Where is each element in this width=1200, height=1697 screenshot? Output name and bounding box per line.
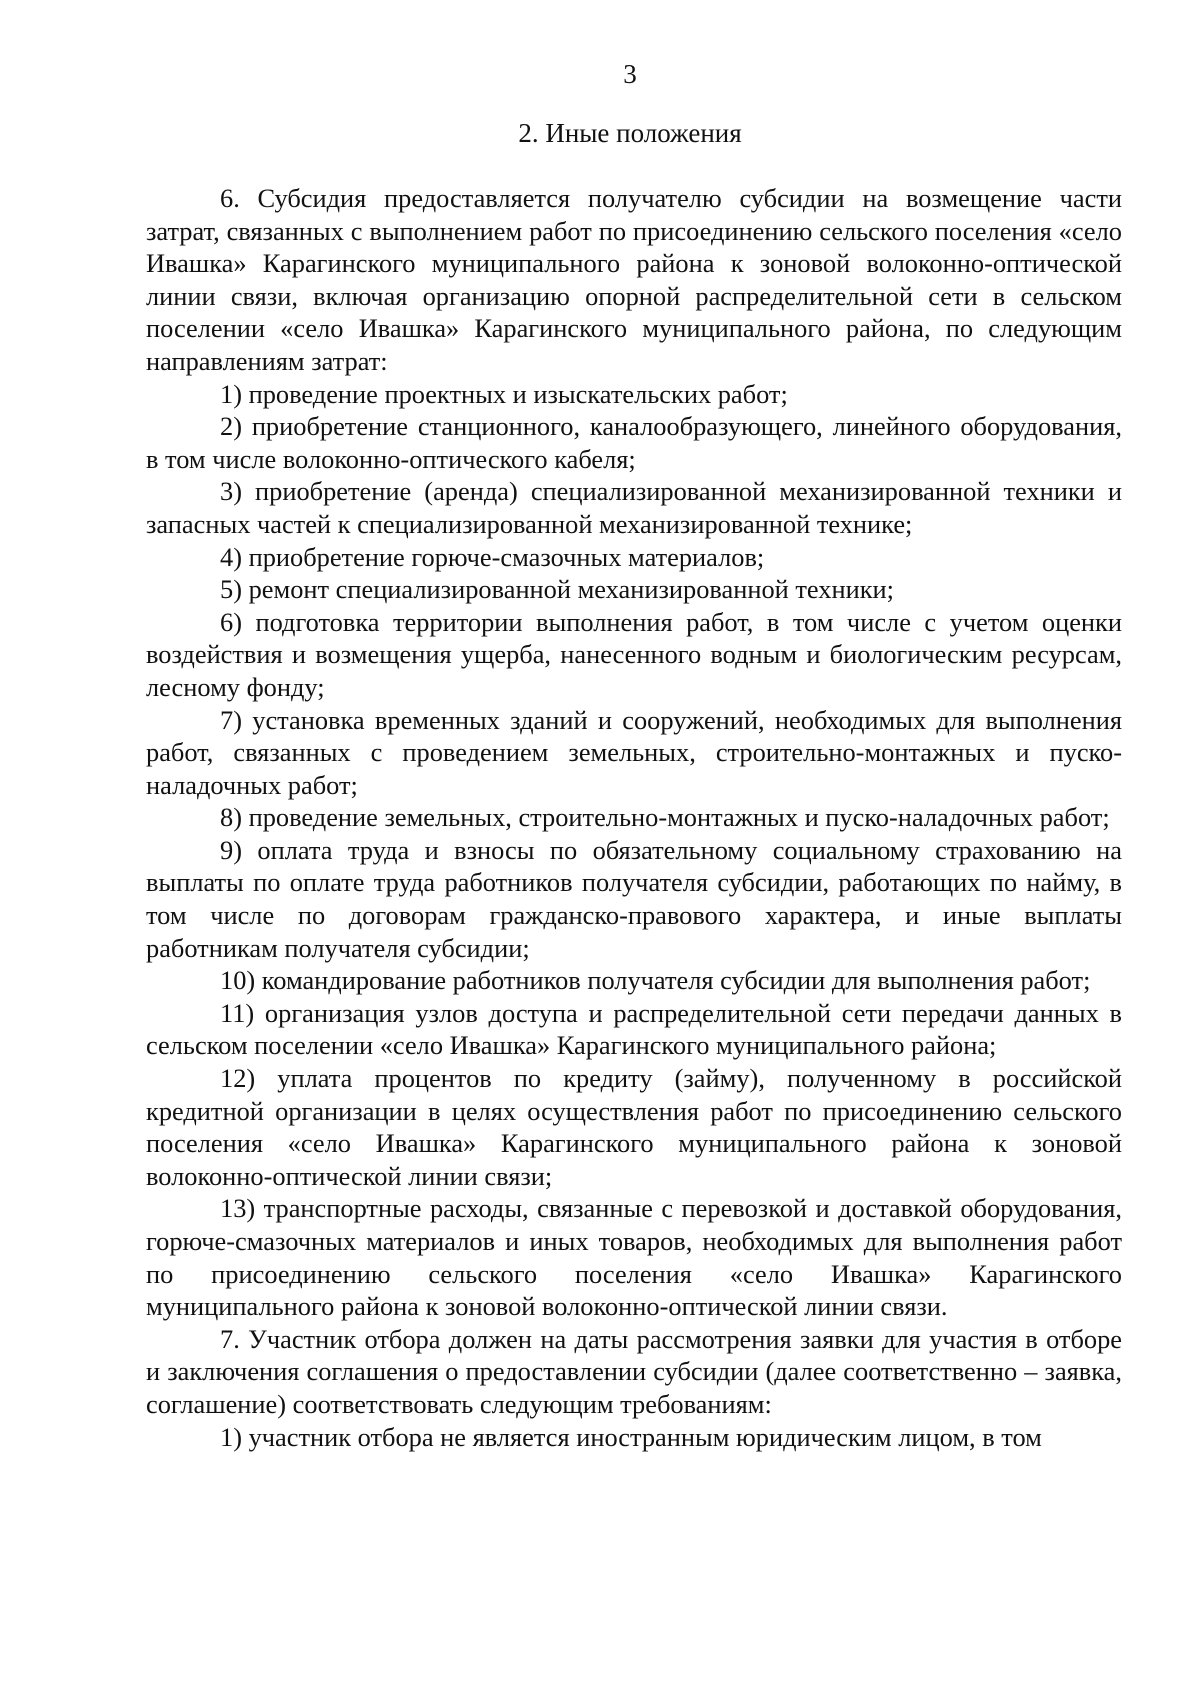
section-title: 2. Иные положения bbox=[518, 118, 742, 148]
list-item-expense-8: 8) проведение земельных, строительно-монтажных и пуско-наладочных работ; bbox=[220, 802, 1110, 833]
document-body bbox=[146, 182, 1122, 1453]
list-item-expense-13: 13) транспортные расходы, связанные с перевозкой и доставкой оборудования, горюче-смазочных материалов и иных товаров, необходимых для выполнения работ по присоединению сельского поселения «село Ивашка» Карагинского муниципального района к зоновой волоконно-оптической линии связи. bbox=[146, 1193, 1122, 1322]
list-item-expense-10: 10) командирование работников получателя субсидии для выполнения работ; bbox=[220, 965, 1091, 996]
list-item-expense-11: 11) организация узлов доступа и распределительной сети передачи данных в сельском поселении «село Ивашка» Карагинского муниципального района; bbox=[146, 997, 1122, 1061]
list-item-expense-1: 1) проведение проектных и изыскательских работ; bbox=[220, 378, 788, 409]
list-item-expense-7: 7) установка временных зданий и сооружений, необходимых для выполнения работ, связанных с проведением земельных, строительно-монтажных и пуско-наладочных работ; bbox=[146, 704, 1122, 800]
list-item-expense-5: 5) ремонт специализированной механизированной техники; bbox=[220, 574, 895, 605]
list-item-expense-2: 2) приобретение станционного, каналообразующего, линейного оборудования, в том числе волоконно-оптического кабеля; bbox=[146, 411, 1122, 474]
list-item-expense-4: 4) приобретение горюче-смазочных материалов; bbox=[220, 541, 765, 572]
paragraph-item-7: 7. Участник отбора должен на даты рассмотрения заявки для участия в отборе и заключения соглашения о предоставлении субсидии (далее соответственно – заявка, соглашение) соответствовать следующим требованиям: bbox=[146, 1323, 1122, 1419]
list-item-expense-9: 9) оплата труда и взносы по обязательному социальному страхованию на выплаты по оплате труда работников получателя субсидии, работающих по найму, в том числе по договорам гражданско-правового характера, и иные выплаты работникам получателя субсидии; bbox=[146, 834, 1122, 963]
page-number: 3 bbox=[623, 59, 637, 89]
list-item-expense-6: 6) подготовка территории выполнения работ, в том числе с учетом оценки воздействия и возмещения ущерба, нанесенного водным и биологическим ресурсам, лесному фонду; bbox=[146, 606, 1122, 702]
list-item-requirement-1: 1) участник отбора не является иностранным юридическим лицом, в том bbox=[220, 1421, 1042, 1452]
list-item-expense-12: 12) уплата процентов по кредиту (займу), полученному в российской кредитной организации в целях осуществления работ по присоединению сельского поселения «село Ивашка» Карагинского муниципального района к зоновой волоконно-оптической линии связи; bbox=[146, 1063, 1122, 1191]
list-item-expense-3: 3) приобретение (аренда) специализированной механизированной техники и запасных частей к специализированной механизированной технике; bbox=[146, 476, 1122, 539]
paragraph-item-6: 6. Субсидия предоставляется получателю субсидии на возмещение части затрат, связанных с выполнением работ по присоединению сельского поселения «село Ивашка» Карагинского муниципального района к зоновой волоконно-оптической линии связи, включая организацию опорной распределительной сети в сельском поселении «село Ивашка» Карагинского муниципального района, по следующим направлениям затрат: bbox=[146, 183, 1122, 376]
